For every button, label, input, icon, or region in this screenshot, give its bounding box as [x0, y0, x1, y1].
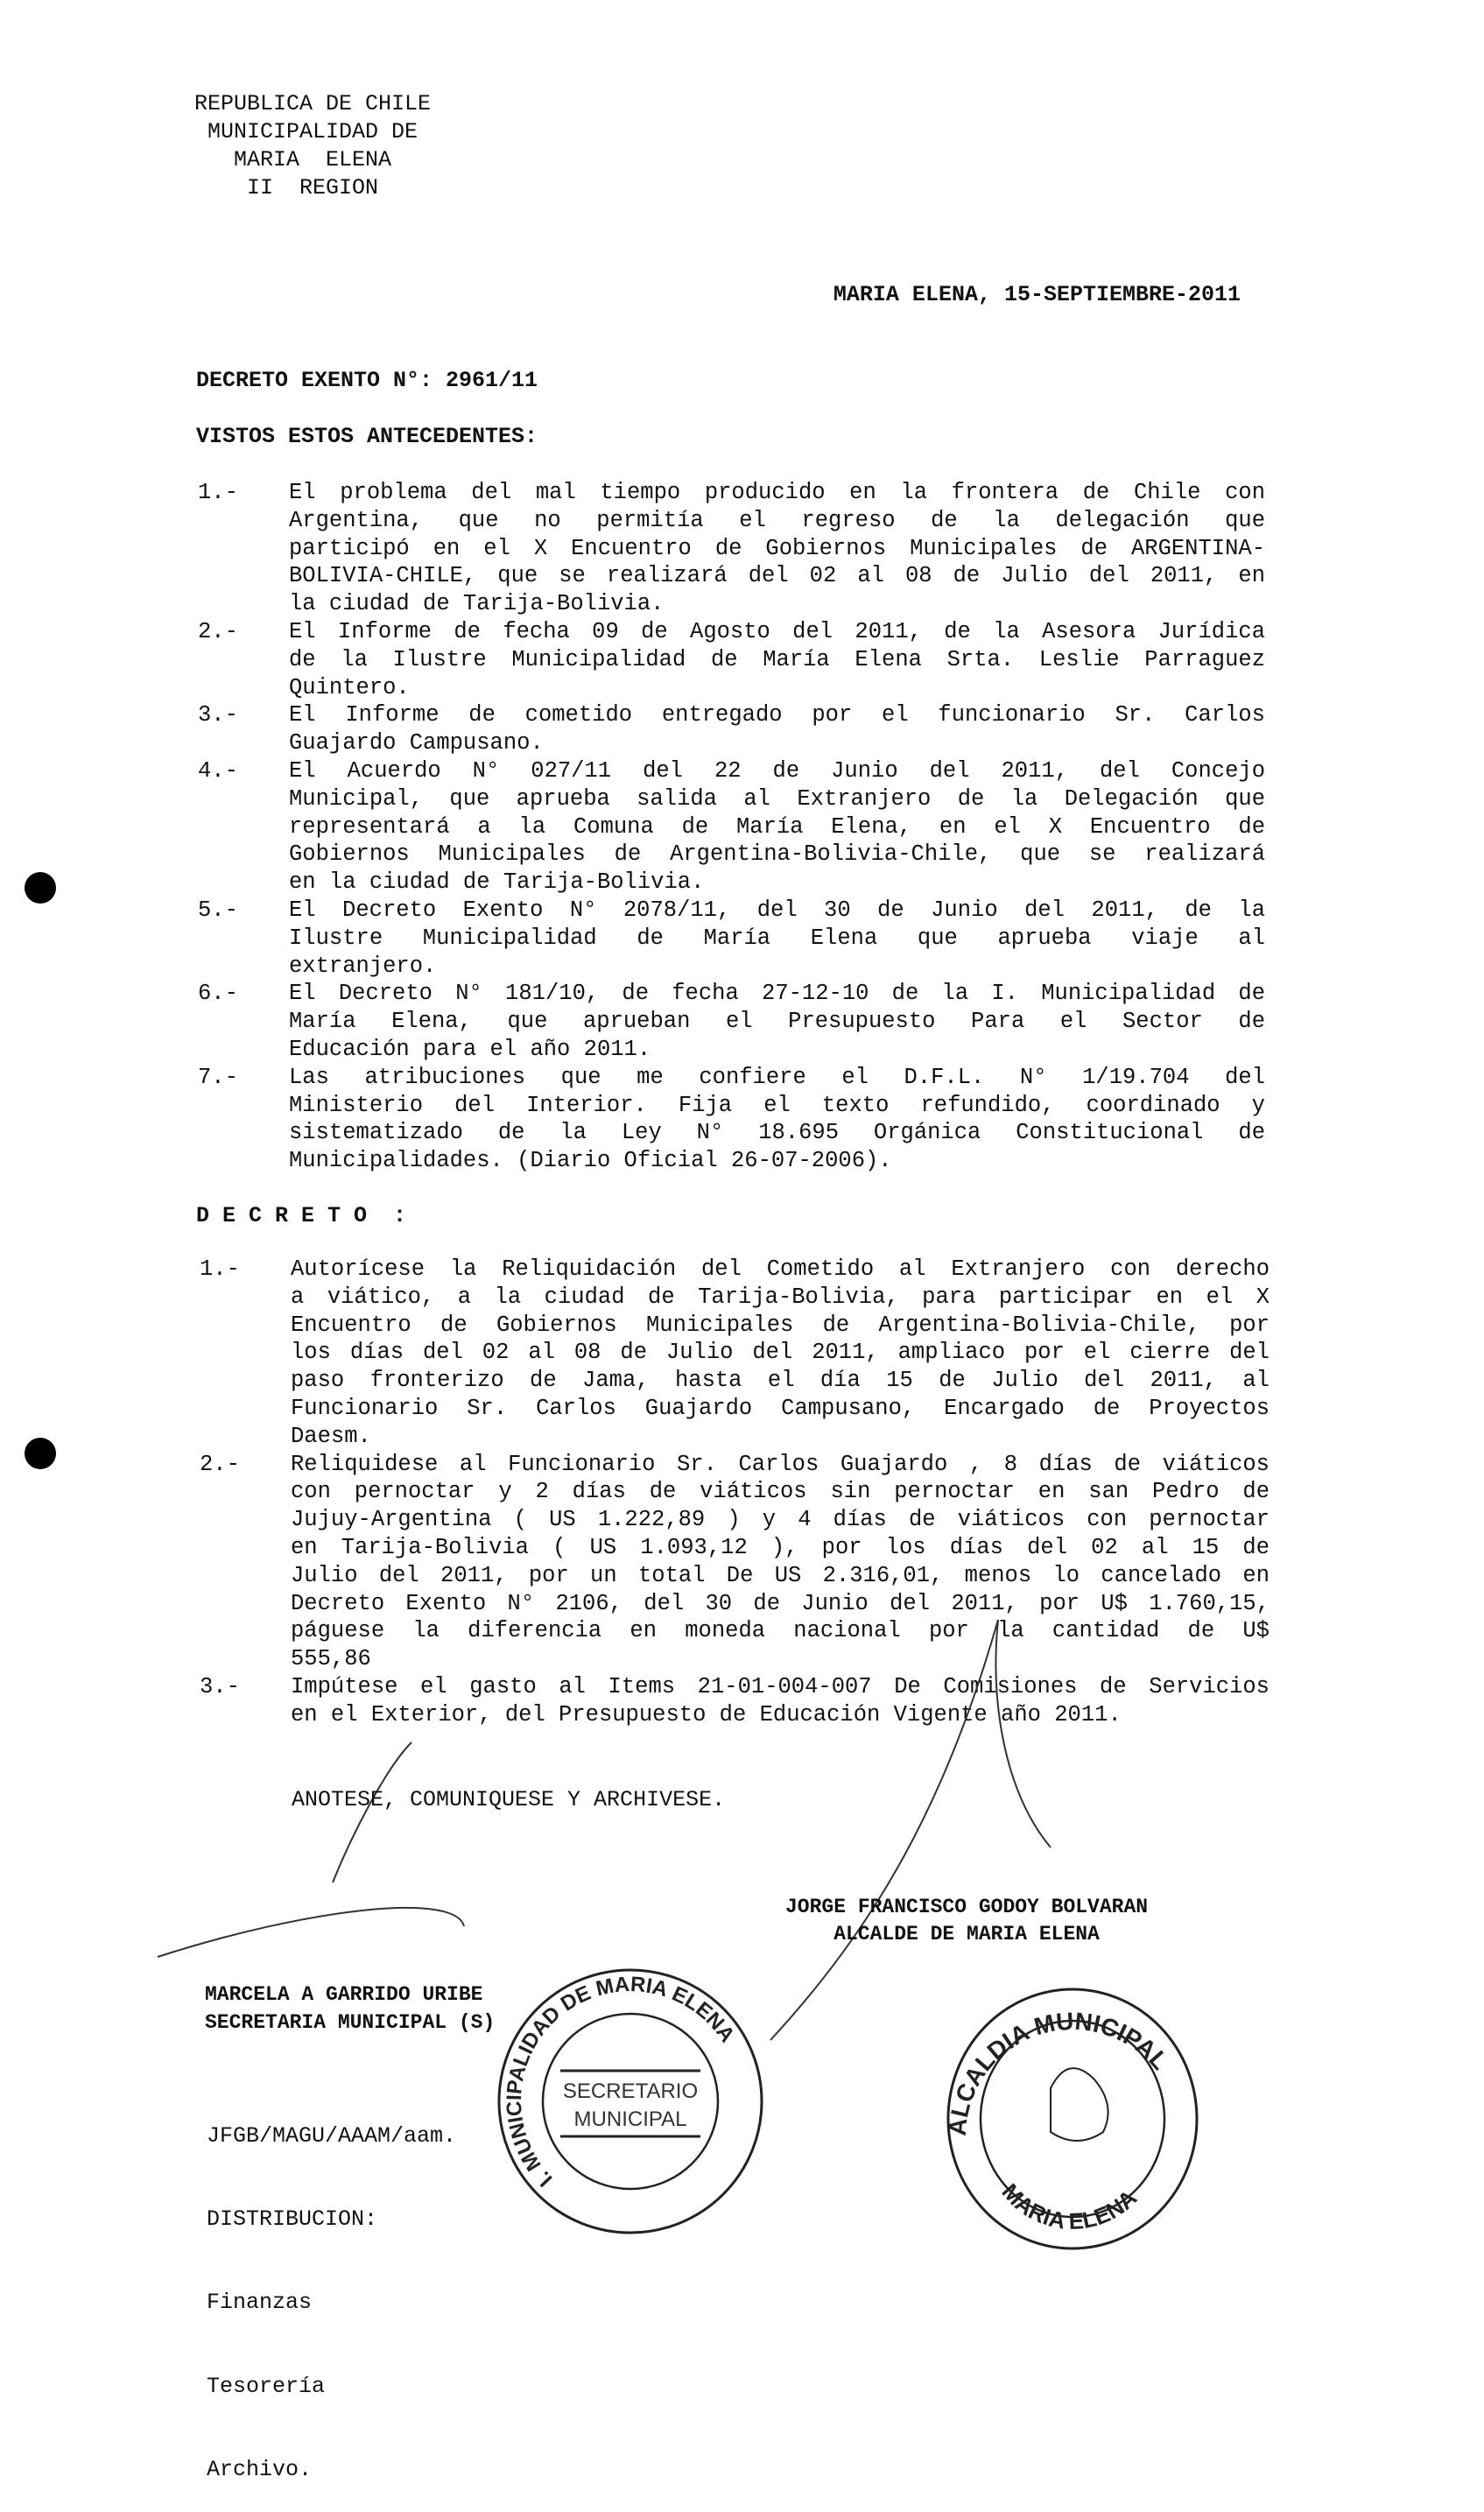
item-text-line: participó en el X Encuentro de Gobiernos Municipales de ARGENTINA- [289, 535, 1265, 561]
item-text-line: Julio del 2011, por un total De US 2.316,01, menos lo cancelado en [291, 1562, 1269, 1588]
item-number: 6.- [198, 981, 238, 1007]
item-text-line: Argentina, que no permitía el regreso de la delegación que [289, 507, 1265, 533]
item-number: 4.- [198, 757, 238, 784]
closing-formula: ANOTESE, COMUNIQUESE Y ARCHIVESE. [292, 1787, 726, 1812]
secretary-signature-block [205, 1981, 495, 2037]
letterhead-line: II REGION [194, 175, 379, 201]
item-text-line: Gobiernos Municipales de Argentina-Bolivia-Chile, que se realizará [289, 841, 1265, 868]
item-text-line: María Elena, que aprueban el Presupuesto Para el Sector de [289, 1009, 1265, 1035]
initials: JFGB/MAGU/AAAM/aam. [207, 2122, 457, 2149]
distribution-title: DISTRIBUCION: [207, 2206, 378, 2232]
secretary-title: SECRETARIA MUNICIPAL (S) [205, 2011, 496, 2034]
secretary-name: MARCELA A GARRIDO URIBE [205, 1983, 483, 2006]
item-text-line: la ciudad de Tarija-Bolivia. [289, 591, 665, 617]
item-text-line: con pernoctar y 2 días de viáticos sin pernoctar en san Pedro de [291, 1479, 1269, 1505]
item-text-line: El Acuerdo N° 027/11 del 22 de Junio del 2011, del Concejo [289, 757, 1265, 784]
item-text-line: Jujuy-Argentina ( US 1.222,89 ) y 4 días de viáticos con pernoctar [291, 1507, 1269, 1533]
item-text-line: Municipalidades. (Diario Oficial 26-07-2006). [289, 1148, 892, 1174]
item-text-line: El Informe de fecha 09 de Agosto del 2011, de la Asesora Jurídica [289, 618, 1265, 644]
item-text-line: Impútese el gasto al Items 21-01-004-007 De Comisiones de Servicios [291, 1673, 1269, 1699]
item-text-line: extranjero. [289, 953, 437, 979]
item-text-line: Funcionario Sr. Carlos Guajardo Campusano, Encargado de Proyectos [291, 1395, 1269, 1421]
distribution-item: Tesorería [207, 2373, 326, 2399]
mayor-name: JORGE FRANCISCO GODOY BOLVARAN [785, 1896, 1149, 1918]
item-number: 1.- [198, 480, 238, 505]
item-text-line: en el Exterior, del Presupuesto de Educación Vigente año 2011. [291, 1701, 1122, 1727]
vistos-title: VISTOS ESTOS ANTECEDENTES: [196, 424, 538, 449]
item-number: 7.- [198, 1064, 238, 1090]
item-text-line: Ilustre Municipalidad de María Elena que aprueba viaje al [289, 925, 1265, 951]
mayor-title: ALCALDE DE MARIA ELENA [833, 1923, 1100, 1946]
item-text-line: Ministerio del Interior. Fija el texto refundido, coordinado y [289, 1092, 1265, 1118]
stamp-ring-text: I. MUNICIPALIDAD DE MARIA ELENA [502, 1972, 740, 2192]
item-text-line: a viático, a la ciudad de Tarija-Bolivia, para participar en el X [291, 1284, 1269, 1310]
letterhead-line: REPUBLICA DE CHILE [194, 91, 432, 116]
item-text-line: de la Ilustre Municipalidad de María Elena Srta. Leslie Parraguez [289, 646, 1265, 672]
distribution-item: Finanzas [207, 2290, 313, 2316]
item-text-line: Autorícese la Reliquidación del Cometido al Extranjero con derecho [291, 1256, 1269, 1282]
stamp-center-text: SECRETARIO [562, 2079, 699, 2103]
item-text-line: Reliquidese al Funcionario Sr. Carlos Guajardo , 8 días de viáticos [291, 1451, 1269, 1477]
item-text-line: páguese la diferencia en moneda nacional por la cantidad de U$ [291, 1618, 1269, 1644]
stamp-ring-text: MARIA ELENA [996, 2178, 1143, 2234]
letterhead-line: MARIA ELENA [194, 147, 392, 172]
stamp-center-text: MUNICIPAL [573, 2107, 687, 2131]
stamp-ring-text: ALCALDIA MUNICIPAL [943, 2007, 1174, 2137]
item-text-line: paso fronterizo de Jama, hasta el día 15 de Julio del 2011, al [291, 1368, 1269, 1394]
item-text-line: 555,86 [291, 1646, 371, 1672]
decreto-title: D E C R E T O : [196, 1203, 407, 1228]
item-text-line: en la ciudad de Tarija-Bolivia. [289, 869, 705, 896]
letterhead-line: MUNICIPALIDAD DE [194, 119, 418, 144]
item-text-line: Daesm. [291, 1423, 371, 1449]
item-text-line: los días del 02 al 08 de Julio del 2011, ampliaco por el cierre del [291, 1340, 1269, 1366]
item-number: 3.- [200, 1673, 240, 1699]
item-text-line: El Decreto N° 181/10, de fecha 27-12-10 de la I. Municipalidad de [289, 981, 1265, 1007]
item-number: 2.- [200, 1451, 240, 1477]
mayor-signature-block [785, 1894, 1148, 1948]
item-text-line: El problema del mal tiempo producido en la frontera de Chile con [289, 480, 1265, 505]
item-number: 5.- [198, 897, 238, 923]
item-text-line: sistematizado de la Ley N° 18.695 Orgánica Constitucional de [289, 1120, 1265, 1146]
decree-number: DECRETO EXENTO N°: 2961/11 [196, 368, 538, 393]
item-number: 1.- [200, 1256, 240, 1282]
item-number: 2.- [198, 618, 238, 644]
distribution-block [207, 2066, 456, 2512]
item-text-line: representará a la Comuna de María Elena, en el X Encuentro de [289, 813, 1265, 840]
item-text-line: Guajardo Campusano. [289, 730, 544, 756]
item-text-line: en Tarija-Bolivia ( US 1.093,12 ), por los días del 02 al 15 de [291, 1534, 1269, 1560]
item-text-line: El Informe de cometido entregado por el funcionario Sr. Carlos [289, 702, 1265, 728]
distribution-item: Archivo. [207, 2457, 313, 2483]
item-text-line: Decreto Exento N° 2106, del 30 de Junio del 2011, por U$ 1.760,15, [291, 1590, 1269, 1616]
item-text-line: Municipal, que aprueba salida al Extranjero de la Delegación que [289, 785, 1265, 812]
item-text-line: BOLIVIA-CHILE, que se realizará del 02 al 08 de Julio del 2011, en [289, 563, 1265, 589]
item-text-line: Encuentro de Gobiernos Municipales de Argentina-Bolivia-Chile, por [291, 1312, 1269, 1338]
document-date: MARIA ELENA, 15-SEPTIEMBRE-2011 [833, 282, 1241, 307]
item-text-line: Quintero. [289, 674, 410, 700]
item-number: 3.- [198, 702, 238, 728]
item-text-line: Las atribuciones que me confiere el D.F.L. N° 1/19.704 del [289, 1064, 1265, 1090]
item-text-line: Educación para el año 2011. [289, 1036, 651, 1062]
item-text-line: El Decreto Exento N° 2078/11, del 30 de Junio del 2011, de la [289, 897, 1265, 923]
